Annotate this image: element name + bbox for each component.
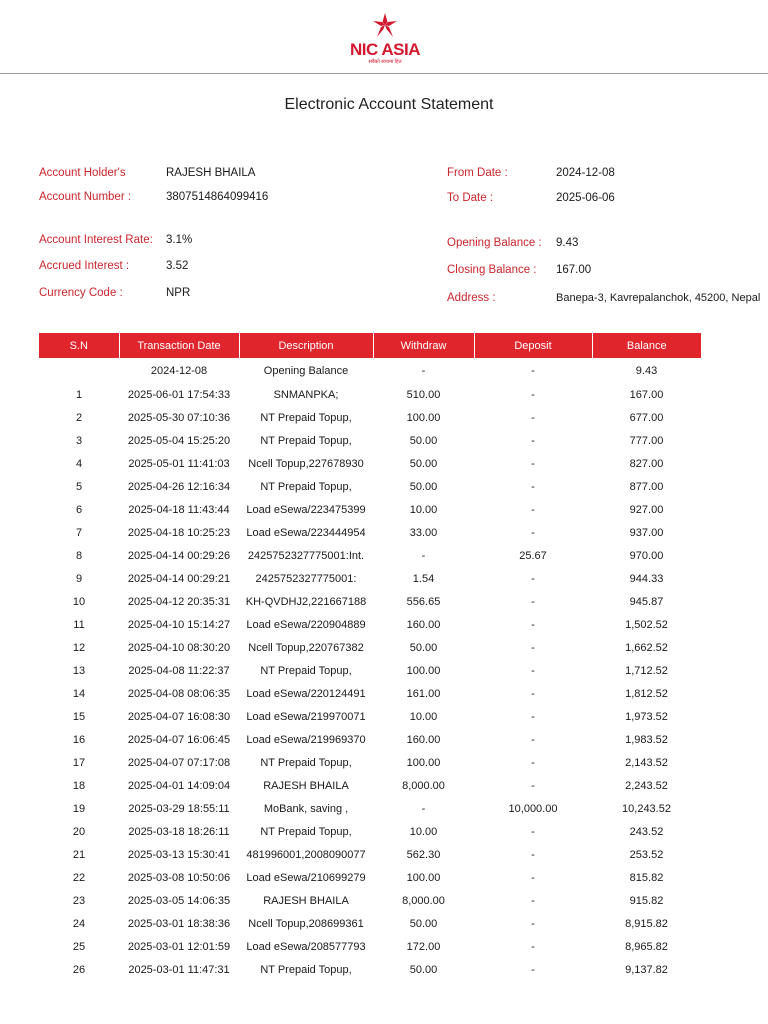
- cell-balance: 1,662.52: [625, 641, 668, 654]
- table-row: [39, 429, 701, 452]
- cell-transaction-date: 2025-03-13 15:30:41: [127, 848, 231, 861]
- cell-description: Opening Balance: [263, 364, 349, 377]
- table-row: [39, 935, 701, 958]
- closing-balance-value: 167.00: [556, 264, 592, 276]
- cell-withdraw: 50.00: [409, 917, 438, 930]
- cell-withdraw: 160.00: [406, 733, 441, 746]
- cell-description: RAJESH BHAILA: [263, 779, 349, 792]
- cell-withdraw: 100.00: [406, 664, 441, 677]
- cell-transaction-date: 2025-03-08 10:50:06: [127, 871, 231, 884]
- address-value: Banepa-3, Kavrepalanchok, 45200, Nepal: [556, 292, 761, 304]
- table-row: [39, 521, 701, 544]
- cell-withdraw: -: [421, 802, 426, 815]
- interest-rate-label: Account Interest Rate:: [39, 234, 153, 246]
- cell-deposit: -: [531, 388, 535, 401]
- cell-balance: 877.00: [629, 480, 664, 493]
- cell-transaction-date: 2025-04-18 11:43:44: [128, 503, 230, 516]
- cell-sn: [39, 358, 119, 383]
- table-row: [39, 751, 701, 774]
- cell-balance: 970.00: [629, 549, 664, 562]
- cell-description: NT Prepaid Topup,: [260, 480, 352, 493]
- cell-deposit: -: [531, 434, 535, 447]
- cell-withdraw: 161.00: [406, 687, 441, 700]
- to-date-label: To Date :: [447, 192, 494, 204]
- table-row: [39, 774, 701, 797]
- cell-sn: 6: [75, 503, 83, 516]
- cell-deposit: -: [531, 963, 535, 976]
- cell-transaction-date: 2025-05-04 15:25:20: [127, 434, 231, 447]
- cell-balance: 927.00: [629, 503, 664, 516]
- cell-sn: 15: [72, 710, 86, 723]
- account-number-label: Account Number :: [39, 191, 132, 203]
- cell-withdraw: 50.00: [409, 480, 438, 493]
- cell-balance: 167.00: [629, 388, 664, 401]
- cell-balance: 945.87: [629, 595, 664, 608]
- cell-withdraw: 50.00: [409, 641, 438, 654]
- cell-balance: 1,983.52: [625, 733, 668, 746]
- currency-code-value: NPR: [166, 287, 191, 299]
- account-holder-label: Account Holder's: [39, 167, 126, 179]
- cell-transaction-date: 2024-12-08: [150, 364, 208, 377]
- cell-deposit: -: [531, 641, 535, 654]
- cell-description: Load eSewa/220124491: [246, 687, 366, 700]
- column-header-balance: Balance: [626, 339, 667, 352]
- cell-balance: 777.00: [629, 434, 664, 447]
- cell-balance: 1,812.52: [625, 687, 668, 700]
- cell-sn: 11: [73, 618, 85, 631]
- cell-description: Ncell Topup,208699361: [248, 917, 364, 930]
- interest-rate-value: 3.1%: [166, 234, 193, 246]
- cell-deposit: -: [531, 779, 535, 792]
- cell-deposit: -: [531, 871, 535, 884]
- cell-description: RAJESH BHAILA: [263, 894, 349, 907]
- table-row: [39, 728, 701, 751]
- cell-withdraw: 8,000.00: [402, 894, 445, 907]
- brand-name: NIC ASIA: [350, 40, 420, 59]
- cell-withdraw: 1.54: [412, 572, 435, 585]
- cell-withdraw: 100.00: [406, 411, 441, 424]
- cell-sn: 23: [72, 894, 86, 907]
- cell-withdraw: 8,000.00: [402, 779, 445, 792]
- cell-deposit: -: [531, 940, 535, 953]
- cell-description: NT Prepaid Topup,: [260, 664, 352, 677]
- table-row: [39, 406, 701, 429]
- table-row: [39, 843, 701, 866]
- cell-description: KH-QVDHJ2,221667188: [245, 595, 367, 608]
- cell-sn: 5: [75, 480, 83, 493]
- cell-transaction-date: 2025-04-26 12:16:34: [127, 480, 231, 493]
- cell-sn: 14: [72, 687, 86, 700]
- cell-balance: 1,712.52: [625, 664, 668, 677]
- cell-sn: 10: [72, 595, 86, 608]
- cell-description: NT Prepaid Topup,: [260, 411, 352, 424]
- cell-deposit: -: [531, 756, 535, 769]
- table-header-row: [39, 333, 701, 358]
- table-row: [39, 636, 701, 659]
- transactions-table: [39, 333, 701, 981]
- cell-transaction-date: 2025-03-18 18:26:11: [128, 825, 230, 838]
- cell-description: Load eSewa/219970071: [246, 710, 366, 723]
- account-number-value: 3807514864099416: [166, 191, 269, 203]
- cell-deposit: -: [531, 503, 535, 516]
- cell-description: 481996001,2008090077: [246, 848, 366, 861]
- cell-deposit: -: [531, 848, 535, 861]
- cell-withdraw: 510.00: [406, 388, 441, 401]
- cell-balance: 9,137.82: [625, 963, 668, 976]
- from-date-value: 2024-12-08: [556, 167, 615, 179]
- cell-transaction-date: 2025-04-10 08:30:20: [127, 641, 231, 654]
- cell-sn: 7: [75, 526, 83, 539]
- cell-sn: 3: [75, 434, 83, 447]
- cell-description: NT Prepaid Topup,: [260, 434, 352, 447]
- cell-sn: 1: [75, 388, 83, 401]
- cell-balance: 2,243.52: [625, 779, 668, 792]
- cell-deposit: -: [531, 572, 535, 585]
- cell-description: 2425752327775001:: [255, 572, 357, 585]
- cell-withdraw: 50.00: [409, 457, 438, 470]
- cell-deposit: 25.67: [519, 549, 547, 562]
- cell-transaction-date: 2025-03-05 14:06:35: [127, 894, 231, 907]
- cell-transaction-date: 2025-04-18 10:25:23: [127, 526, 231, 539]
- cell-transaction-date: 2025-06-01 17:54:33: [127, 388, 231, 401]
- cell-withdraw: 100.00: [406, 871, 441, 884]
- cell-withdraw: -: [421, 364, 426, 377]
- cell-description: NT Prepaid Topup,: [260, 963, 352, 976]
- cell-balance: 1,502.52: [625, 618, 668, 631]
- header-divider: [0, 73, 768, 74]
- cell-withdraw: 160.00: [406, 618, 441, 631]
- cell-sn: 24: [72, 917, 86, 930]
- cell-sn: 12: [72, 641, 86, 654]
- cell-transaction-date: 2025-05-30 07:10:36: [127, 411, 231, 424]
- to-date-value: 2025-06-06: [556, 192, 615, 204]
- table-row: [39, 383, 701, 406]
- table-row: [39, 659, 701, 682]
- cell-sn: 2: [75, 411, 83, 424]
- table-row: [39, 958, 701, 981]
- cell-withdraw: 172.00: [406, 940, 441, 953]
- account-holder-value: RAJESH BHAILA: [166, 167, 256, 179]
- cell-balance: 10,243.52: [622, 802, 671, 815]
- cell-deposit: -: [531, 917, 535, 930]
- cell-description: Load eSewa/208577793: [246, 940, 366, 953]
- cell-sn: 13: [72, 664, 86, 677]
- currency-code-label: Currency Code :: [39, 287, 123, 299]
- cell-withdraw: 50.00: [409, 963, 438, 976]
- cell-transaction-date: 2025-04-08 11:22:37: [128, 664, 230, 677]
- cell-transaction-date: 2025-03-01 18:38:36: [127, 917, 231, 930]
- cell-sn: 8: [75, 549, 83, 562]
- cell-transaction-date: 2025-04-08 08:06:35: [127, 687, 231, 700]
- column-header-withdraw: Withdraw: [373, 333, 474, 358]
- cell-transaction-date: 2025-05-01 11:41:03: [128, 457, 230, 470]
- table-row: [39, 797, 701, 820]
- table-row: [39, 544, 701, 567]
- table-row: [39, 866, 701, 889]
- column-header-deposit: Deposit: [474, 333, 592, 358]
- cell-deposit: -: [531, 618, 535, 631]
- cell-sn: 20: [72, 825, 86, 838]
- cell-sn: 17: [72, 756, 86, 769]
- cell-deposit: -: [531, 710, 535, 723]
- cell-transaction-date: 2025-03-29 18:55:11: [128, 802, 230, 815]
- cell-deposit: -: [531, 825, 535, 838]
- cell-withdraw: 562.30: [406, 848, 441, 861]
- opening-balance-label: Opening Balance :: [447, 237, 542, 249]
- nic-asia-star-icon: [371, 12, 399, 40]
- cell-description: Load eSewa/220904889: [246, 618, 366, 631]
- cell-transaction-date: 2025-04-07 07:17:08: [127, 756, 231, 769]
- cell-deposit: -: [531, 480, 535, 493]
- cell-balance: 937.00: [629, 526, 664, 539]
- statement-title: Electronic Account Statement: [284, 96, 494, 113]
- cell-sn: 22: [72, 871, 86, 884]
- table-row: [39, 475, 701, 498]
- cell-balance: 253.52: [629, 848, 664, 861]
- cell-description: NT Prepaid Topup,: [260, 756, 352, 769]
- cell-transaction-date: 2025-03-01 11:47:31: [128, 963, 230, 976]
- cell-description: 2425752327775001:Int.: [247, 549, 365, 562]
- cell-transaction-date: 2025-04-12 20:35:31: [127, 595, 231, 608]
- cell-withdraw: 33.00: [409, 526, 438, 539]
- cell-withdraw: 10.00: [409, 825, 438, 838]
- cell-balance: 915.82: [629, 894, 664, 907]
- cell-balance: 815.82: [629, 871, 664, 884]
- cell-balance: 8,915.82: [625, 917, 668, 930]
- table-row: [39, 567, 701, 590]
- cell-deposit: -: [531, 364, 535, 377]
- brand-tagline: सबैको साथमा हित: [368, 59, 402, 65]
- accrued-interest-label: Accrued Interest :: [39, 260, 130, 272]
- cell-sn: 18: [72, 779, 86, 792]
- cell-balance: 9.43: [635, 364, 658, 377]
- opening-balance-value: 9.43: [556, 237, 579, 249]
- cell-withdraw: 556.65: [406, 595, 441, 608]
- cell-description: SNMANPKA;: [273, 388, 339, 401]
- cell-deposit: -: [531, 457, 535, 470]
- cell-balance: 827.00: [629, 457, 664, 470]
- bank-logo: [340, 12, 430, 72]
- cell-balance: 8,965.82: [625, 940, 668, 953]
- cell-deposit: -: [531, 687, 535, 700]
- cell-sn: 21: [72, 848, 86, 861]
- cell-deposit: -: [531, 733, 535, 746]
- table-row: [39, 889, 701, 912]
- cell-deposit: 10,000.00: [508, 802, 558, 815]
- cell-balance: 677.00: [629, 411, 664, 424]
- cell-description: NT Prepaid Topup,: [260, 825, 352, 838]
- cell-withdraw: 10.00: [409, 710, 438, 723]
- cell-description: Load eSewa/210699279: [246, 871, 366, 884]
- cell-description: Ncell Topup,220767382: [248, 641, 364, 654]
- cell-sn: 4: [75, 457, 83, 470]
- cell-deposit: -: [531, 894, 535, 907]
- cell-sn: 9: [75, 572, 83, 585]
- cell-balance: 2,143.52: [625, 756, 668, 769]
- table-row: [39, 820, 701, 843]
- cell-transaction-date: 2025-03-01 12:01:59: [127, 940, 231, 953]
- cell-withdraw: 10.00: [409, 503, 438, 516]
- cell-sn: 26: [72, 963, 86, 976]
- column-header-sn: S.N: [39, 333, 119, 358]
- address-label: Address :: [447, 292, 496, 304]
- cell-description: Load eSewa/223444954: [246, 526, 366, 539]
- cell-withdraw: 100.00: [406, 756, 441, 769]
- table-row: [39, 590, 701, 613]
- table-row: [39, 705, 701, 728]
- cell-balance: 1,973.52: [625, 710, 668, 723]
- table-row: [39, 682, 701, 705]
- cell-balance: 243.52: [629, 825, 664, 838]
- cell-balance: 944.33: [629, 572, 664, 585]
- cell-sn: 16: [72, 733, 86, 746]
- cell-description: Load eSewa/223475399: [246, 503, 366, 516]
- cell-deposit: -: [531, 411, 535, 424]
- cell-deposit: -: [531, 526, 535, 539]
- cell-transaction-date: 2025-04-14 00:29:21: [127, 572, 231, 585]
- cell-deposit: -: [531, 664, 535, 677]
- cell-transaction-date: 2025-04-07 16:06:45: [127, 733, 231, 746]
- table-row: [39, 498, 701, 521]
- closing-balance-label: Closing Balance :: [447, 264, 537, 276]
- cell-transaction-date: 2025-04-14 00:29:26: [127, 549, 231, 562]
- table-row: [39, 452, 701, 475]
- table-body: [39, 358, 701, 981]
- table-header: [39, 333, 701, 358]
- cell-description: MoBank, saving ,: [263, 802, 349, 815]
- column-header-transaction-date: Transaction Date: [119, 333, 239, 358]
- cell-transaction-date: 2025-04-01 14:09:04: [127, 779, 231, 792]
- cell-withdraw: 50.00: [409, 434, 438, 447]
- from-date-label: From Date :: [447, 167, 508, 179]
- cell-transaction-date: 2025-04-10 15:14:27: [127, 618, 231, 631]
- column-header-description: Description: [239, 333, 373, 358]
- cell-description: Load eSewa/219969370: [246, 733, 366, 746]
- cell-transaction-date: 2025-04-07 16:08:30: [127, 710, 231, 723]
- table-row: [39, 358, 701, 383]
- table-row: [39, 912, 701, 935]
- cell-description: Ncell Topup,227678930: [248, 457, 364, 470]
- accrued-interest-value: 3.52: [166, 260, 189, 272]
- cell-withdraw: -: [421, 549, 426, 562]
- cell-sn: 19: [72, 802, 86, 815]
- transactions-table-container: [39, 333, 701, 981]
- cell-sn: 25: [72, 940, 86, 953]
- table-row: [39, 613, 701, 636]
- cell-deposit: -: [531, 595, 535, 608]
